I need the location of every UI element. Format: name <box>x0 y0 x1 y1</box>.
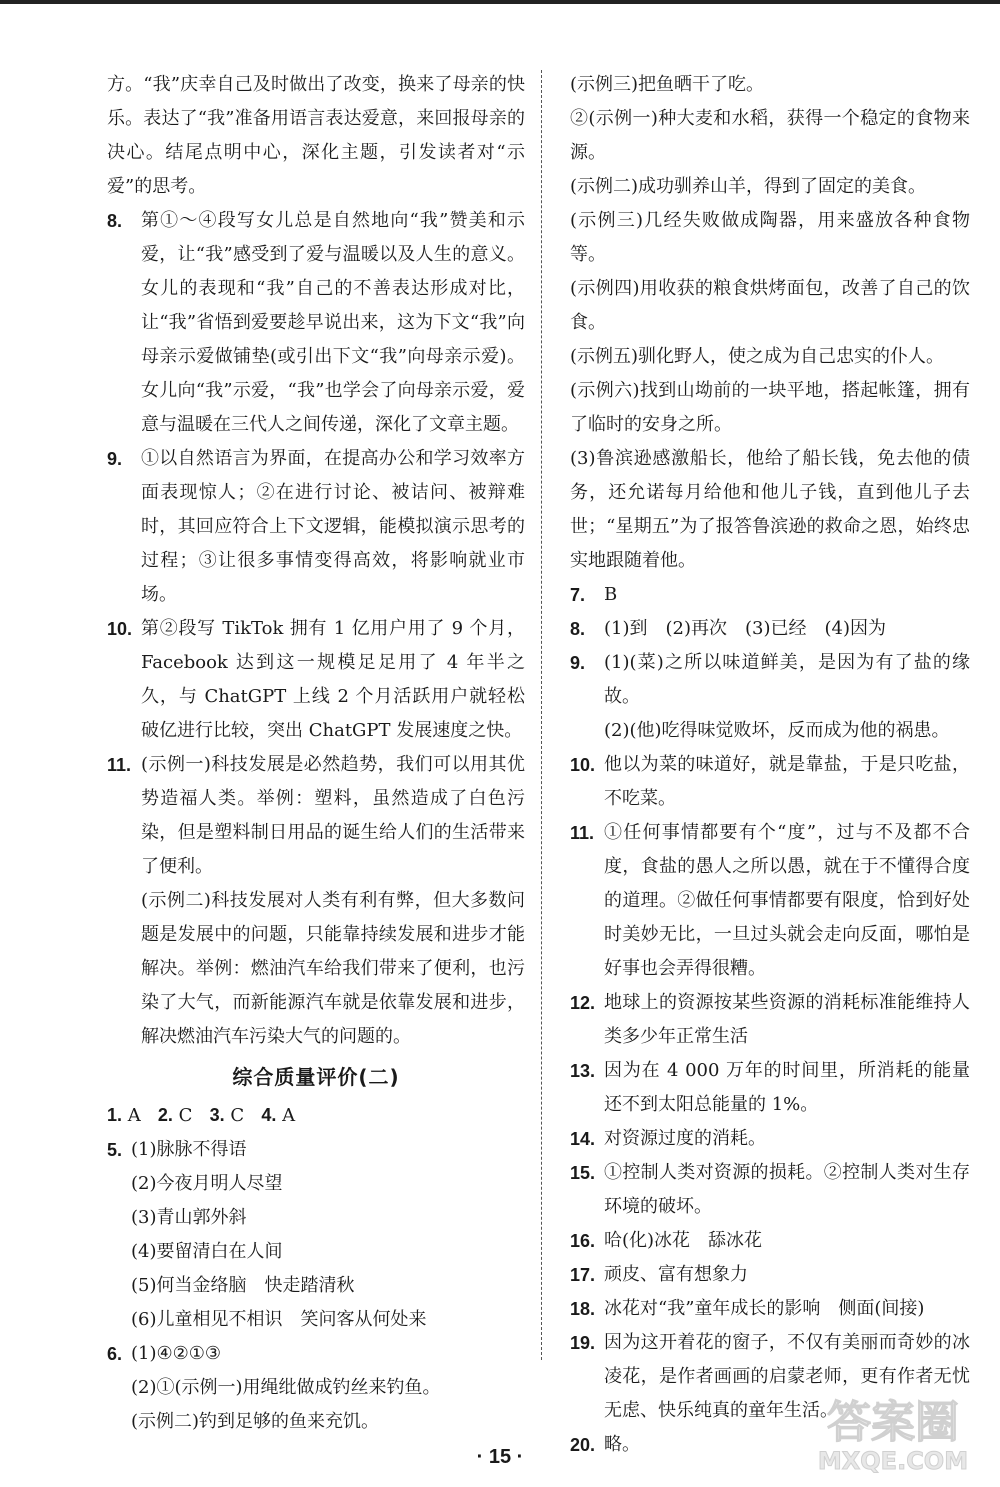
section-title: 综合质量评价(二) <box>232 1065 400 1089</box>
site-watermark <box>804 1399 982 1479</box>
item-subline: (示例二)钓到足够的鱼来充饥。 <box>131 1411 380 1432</box>
item-number: 11. <box>107 755 132 775</box>
item-answer: C <box>178 1105 193 1126</box>
answer-item <box>570 646 970 714</box>
item-number: 7. <box>570 585 586 605</box>
item-text: (示例一)科技发展是必然趋势，我们可以用其优势造福人类。举例：塑料，虽然造成了白色污染，但是塑料制日用品的诞生给人们的生活带来了便利。 <box>141 754 525 877</box>
item-number: 11. <box>570 823 595 843</box>
item-text: 第②段写 TikTok 拥有 1 亿用户用了 9 个月，Facebook 达到这一规模足足用了 4 年半之久，与 ChatGPT 上线 2 个月活跃用户就轻松破亿进行比较，突出 ChatGPT 发展速度之快。 <box>141 618 525 741</box>
item-text: 对资源过度的消耗。 <box>604 1128 766 1149</box>
item-text: (1)脉脉不得语 <box>131 1139 247 1160</box>
watermark-logo-text: 答案圈 <box>827 1397 959 1448</box>
item-number: 10. <box>107 619 133 639</box>
item-text: (1)④②①③ <box>131 1343 222 1364</box>
item-continuation-text: (示例二)科技发展对人类有利有弊，但大多数问题是发展中的问题，只能靠持续发展和进步才能解决。举例：燃油汽车给我们带来了便利，也污染了大气，而新能源汽车就是依靠发展和进步，解决燃油汽车污染大气的问题的。 <box>141 890 525 1047</box>
answer-item <box>570 748 970 816</box>
item-number: 9. <box>107 449 123 469</box>
item-number: 20. <box>570 1435 596 1455</box>
answer-item <box>107 204 525 442</box>
item-answer: A <box>282 1105 296 1126</box>
item-number: 6. <box>107 1344 123 1364</box>
right-intro-line: (示例三)把鱼晒干了吃。 <box>570 74 765 95</box>
item-text: (1)(菜)之所以味道鲜美，是因为有了盐的缘故。 <box>604 652 970 707</box>
left-intro-text: 方。“我”庆幸自己及时做出了改变，换来了母亲的快乐。表达了“我”准备用语言表达爱意，来回报母亲的决心。结尾点明中心，深化主题，引发读者对“示爱”的思考。 <box>107 74 525 197</box>
page-number: · 15 · <box>476 1446 524 1468</box>
answer-item <box>107 442 525 612</box>
item-number: 15. <box>570 1163 596 1183</box>
item-number: 4. <box>261 1105 277 1125</box>
item-number: 16. <box>570 1231 596 1251</box>
item-number: 12. <box>570 993 596 1013</box>
item-number: 8. <box>570 619 586 639</box>
item-text: ①任何事情都要有个“度”，过与不及都不合度，食盐的愚人之所以愚，就在于不懂得合度的道理。②做任何事情都要有限度，恰到好处时美妙无比，一旦过头就会走向反面，哪怕是好事也会弄得很糟。 <box>604 822 970 979</box>
column-divider <box>541 70 542 1360</box>
watermark-url-text: MXQE.COM <box>817 1447 969 1475</box>
item-number: 2. <box>157 1105 173 1125</box>
answer-item <box>570 578 970 612</box>
right-intro-line: ②(示例一)种大麦和水稻，获得一个稳定的食物来源。 <box>570 108 970 163</box>
right-intro-line: (示例六)找到山坳前的一块平地，搭起帐篷，拥有了临时的安身之所。 <box>570 380 970 435</box>
item-number: 10. <box>570 755 596 775</box>
item-text: 因为这开着花的窗子，不仅有美丽而奇妙的冰凌花，是作者画画的启蒙老师，更有作者无忧无虑、快乐纯真的童年生活。 <box>604 1332 970 1421</box>
item-text: B <box>604 584 618 605</box>
item-number: 8. <box>107 211 123 231</box>
answer-item <box>570 1054 970 1122</box>
top-rule <box>0 0 1000 4</box>
item-subline: (4)要留清白在人间 <box>131 1241 283 1262</box>
answer-item <box>570 816 970 986</box>
item-number: 5. <box>107 1140 123 1160</box>
item-number: 19. <box>570 1333 596 1353</box>
item-subline: (2)今夜月明人尽望 <box>131 1173 283 1194</box>
item-subline: (5)何当金络脑 快走踏清秋 <box>131 1275 355 1296</box>
item-text: 第①～④段写女儿总是自然地向“我”赞美和示爱，让“我”感受到了爱与温暖以及人生的意义。女儿的表现和“我”自己的不善表达形成对比，让“我”省悟到爱要趁早说出来，这为下文“我”向母亲示爱做铺垫(或引出下文“我”向母亲示爱)。女儿向“我”示爱，“我”也学会了向母亲示爱，爱意与温暖在三代人之间传递，深化了文章主题。 <box>141 210 525 435</box>
answer-item <box>570 1156 970 1224</box>
item-number: 3. <box>209 1105 225 1125</box>
item-text: ①控制人类对资源的损耗。②控制人类对生存环境的破坏。 <box>604 1162 970 1217</box>
answer-item <box>570 1258 970 1292</box>
answer-item <box>107 1133 525 1167</box>
answer-item <box>570 986 970 1054</box>
item-text: 冰花对“我”童年成长的影响 侧面(间接) <box>604 1298 925 1319</box>
item-number: 9. <box>570 653 586 673</box>
item-text: ①以自然语言为界面，在提高办公和学习效率方面表现惊人；②在进行讨论、被诘问、被辩难时，其回应符合上下文逻辑，能模拟演示思考的过程；③让很多事情变得高效，将影响就业市场。 <box>141 448 525 605</box>
item-text: (1)到 (2)再次 (3)已经 (4)因为 <box>604 618 886 639</box>
item-number: 14. <box>570 1129 596 1149</box>
item-subline: (2)①(示例一)用绳纰做成钓丝来钓鱼。 <box>131 1377 441 1398</box>
right-column <box>570 68 970 1462</box>
item-text: 地球上的资源按某些资源的消耗标准能维持人类多少年正常生活 <box>604 992 970 1047</box>
item-subline: (6)儿童相见不相识 笑问客从何处来 <box>131 1309 427 1330</box>
item-number: 17. <box>570 1265 596 1285</box>
item-text: 顽皮、富有想象力 <box>604 1264 748 1285</box>
answer-item <box>570 1224 970 1258</box>
right-intro-line: (示例四)用收获的粮食烘烤面包，改善了自己的饮食。 <box>570 278 970 333</box>
item-continuation-text: (2)(他)吃得味觉败坏，反而成为他的祸患。 <box>604 720 950 741</box>
item-subline: (3)青山郭外斜 <box>131 1207 247 1228</box>
item-number: 18. <box>570 1299 596 1319</box>
item-text: 哈(化)冰花 舔冰花 <box>604 1230 763 1251</box>
item-number: 1. <box>107 1105 123 1125</box>
left-column <box>107 68 525 1439</box>
item-text: 他以为菜的味道好，就是靠盐，于是只吃盐，不吃菜。 <box>604 754 970 809</box>
answer-item <box>107 1337 525 1371</box>
right-intro-line: (示例五)驯化野人，使之成为自己忠实的仆人。 <box>570 346 945 367</box>
answer-item <box>107 748 525 884</box>
item-text: 因为在 4 000 万年的时间里，所消耗的能量还不到太阳总能量的 1%。 <box>604 1060 970 1115</box>
item-number: 13. <box>570 1061 596 1081</box>
answer-item <box>107 612 525 748</box>
answer-item <box>570 612 970 646</box>
item-answer: C <box>230 1105 245 1126</box>
multiple-choice-answers <box>107 1098 525 1133</box>
item-answer: A <box>127 1105 141 1126</box>
item-text: 略。 <box>604 1434 640 1455</box>
right-intro-line: (3)鲁滨逊感激船长，他给了船长钱，免去他的债务，还允诺每月给他和他儿子钱，直到他儿子去世；“星期五”为了报答鲁滨逊的救命之恩，始终忠实地跟随着他。 <box>570 448 970 571</box>
answer-item <box>570 1292 970 1326</box>
right-intro-line: (示例三)几经失败做成陶器，用来盛放各种食物等。 <box>570 210 970 265</box>
answer-item <box>570 1122 970 1156</box>
right-intro-line: (示例二)成功驯养山羊，得到了固定的美食。 <box>570 176 927 197</box>
